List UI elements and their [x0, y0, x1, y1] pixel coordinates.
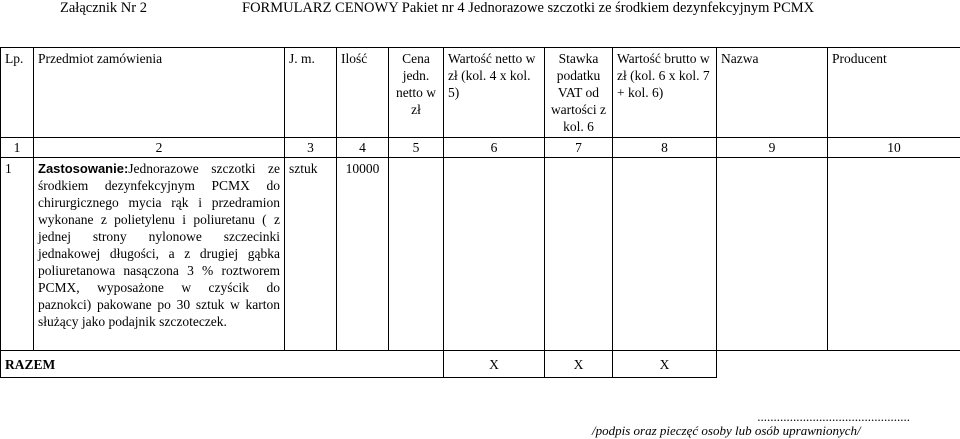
col-number: 1	[1, 138, 34, 158]
item-net-value-cell[interactable]	[444, 158, 545, 351]
column-numbers-row	[1, 138, 960, 158]
col-number: 10	[828, 138, 960, 158]
price-form-table	[0, 47, 960, 378]
item-gross-value-cell[interactable]	[613, 158, 717, 351]
empty-cell	[828, 351, 960, 378]
item-producer-cell[interactable]	[828, 158, 960, 351]
col-header-net-value: Wartość netto w zł (kol. 4 x kol. 5)	[444, 48, 545, 138]
col-header-unit: J. m.	[285, 48, 337, 138]
col-number: 6	[444, 138, 545, 158]
total-vat-mark: X	[545, 351, 613, 378]
item-description: Jednorazowe szczotki ze środkiem dezynfekcyjnym PCMX do chirurgicznego mycia rąk i przedramion wykonane z polietylenu i poliuretanu ( z jednej strony nylonowe szczecinki jednakowej długości, a z drugiej gąbka poliuretanowa nasączona 3 % roztworem PCMX, wyposażone w czyścik do paznokci) pakowane po 30 sztuk w karton służący jako podajnik szczoteczek.	[38, 161, 280, 329]
attachment-label: Załącznik Nr 2	[60, 0, 147, 16]
total-net-mark: X	[444, 351, 545, 378]
signature-dots: ...............................................	[757, 409, 910, 424]
col-header-vat: Stawka podatku VAT od wartości z kol. 6	[545, 48, 613, 138]
form-title: FORMULARZ CENOWY Pakiet nr 4 Jednorazowe szczotki ze środkiem dezynfekcyjnym PCMX	[242, 0, 815, 16]
item-unit: sztuk	[285, 158, 337, 351]
signature-caption: /podpis oraz pieczęć osoby lub osób uprawnionych/	[592, 423, 861, 438]
col-number: 8	[613, 138, 717, 158]
empty-cell	[717, 351, 828, 378]
item-usage-label: Zastosowanie:	[38, 161, 129, 176]
item-description-cell	[34, 158, 285, 351]
col-header-unit-price: Cena jedn. netto w zł	[389, 48, 444, 138]
total-label: RAZEM	[1, 351, 444, 378]
total-row	[1, 351, 960, 378]
col-header-producer: Producent	[828, 48, 960, 138]
col-number: 5	[389, 138, 444, 158]
col-header-lp: Lp.	[1, 48, 34, 138]
item-name-cell[interactable]	[717, 158, 828, 351]
col-number: 7	[545, 138, 613, 158]
col-header-gross-value: Wartość brutto w zł (kol. 6 x kol. 7 + kol. 6)	[613, 48, 717, 138]
col-number: 3	[285, 138, 337, 158]
item-vat-cell[interactable]	[545, 158, 613, 351]
col-header-quantity: Ilość	[337, 48, 389, 138]
col-header-name: Nazwa	[717, 48, 828, 138]
item-price-cell[interactable]	[389, 158, 444, 351]
total-gross-mark: X	[613, 351, 717, 378]
col-number: 4	[337, 138, 389, 158]
item-quantity: 10000	[337, 158, 389, 351]
col-number: 2	[34, 138, 285, 158]
table-header-row	[1, 48, 960, 138]
col-number: 9	[717, 138, 828, 158]
col-header-subject: Przedmiot zamówienia	[34, 48, 285, 138]
item-lp: 1	[1, 158, 34, 351]
signature-block	[592, 410, 910, 438]
table-row	[1, 158, 960, 351]
